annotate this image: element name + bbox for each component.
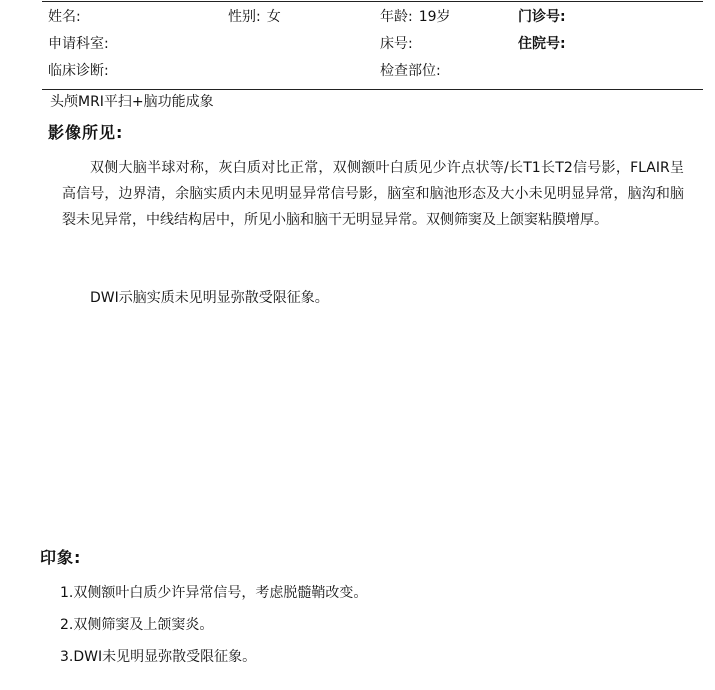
impression-item-2: 2.双侧筛窦及上颌窦炎。 bbox=[60, 617, 214, 633]
outpatient-number-label: 门诊号: bbox=[518, 9, 566, 25]
bed-number-field bbox=[380, 35, 419, 53]
findings-paragraph-1: 双侧大脑半球对称，灰白质对比正常，双侧额叶白质见少许点状等/长T1长T2信号影，FLAIR呈高信号，边界清，余脑实质内未见明显异常信号影，脑室和脑池形态及大小未见明显异常，脑沟和脑裂未见异常，中线结构居中，所见小脑和脑干无明显异常。双侧筛窦及上颌窦粘膜增厚。 bbox=[62, 160, 684, 228]
patient-sex-field bbox=[228, 8, 281, 26]
header-divider-line bbox=[42, 89, 703, 90]
clinical-diagnosis-label: 临床诊断: bbox=[48, 63, 109, 79]
department-field bbox=[48, 35, 115, 53]
patient-age-label: 年龄: bbox=[380, 9, 413, 25]
patient-name-field bbox=[48, 8, 87, 26]
patient-name-label: 姓名: bbox=[48, 9, 81, 25]
patient-age-field bbox=[380, 8, 451, 26]
inpatient-number-field bbox=[518, 35, 572, 53]
bed-number-label: 床号: bbox=[380, 36, 413, 52]
findings-paragraph-2: DWI示脑实质未见明显弥散受限征象。 bbox=[90, 290, 329, 306]
findings-heading: 影像所见: bbox=[48, 123, 124, 142]
inpatient-number-label: 住院号: bbox=[518, 36, 566, 52]
exam-name: 头颅MRI平扫+脑功能成象 bbox=[50, 94, 214, 110]
impression-heading: 印象: bbox=[40, 548, 82, 567]
department-label: 申请科室: bbox=[48, 36, 109, 52]
impression-item-3: 3.DWI未见明显弥散受限征象。 bbox=[60, 649, 257, 665]
patient-age-value: 19岁 bbox=[418, 9, 451, 25]
outpatient-number-field bbox=[518, 8, 572, 26]
top-border-line bbox=[42, 1, 703, 2]
clinical-diagnosis-field bbox=[48, 62, 115, 80]
impression-item-1: 1.双侧额叶白质少许异常信号，考虑脱髓鞘改变。 bbox=[60, 585, 368, 601]
patient-sex-value: 女 bbox=[266, 9, 281, 25]
exam-site-field bbox=[380, 62, 447, 80]
patient-sex-label: 性别: bbox=[228, 9, 261, 25]
exam-site-label: 检查部位: bbox=[380, 63, 441, 79]
